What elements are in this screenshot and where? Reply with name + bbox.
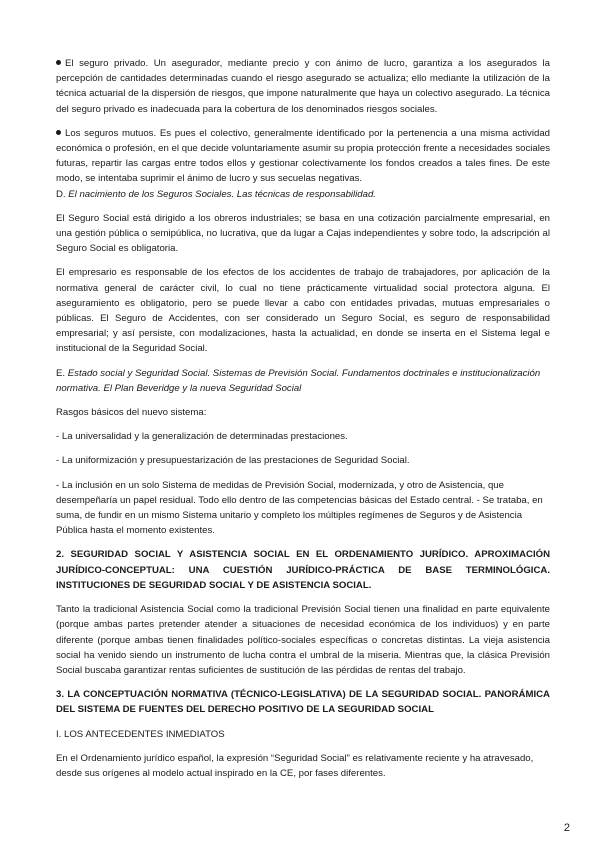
section-3-heading: 3. LA CONCEPTUACIÓN NORMATIVA (TÉCNICO-LEGISLATIVA) DE LA SEGURIDAD SOCIAL. PANORÁMICA DEL SISTEMA DE FUENTES DEL DERECHO POSITIVO DE LA SEGURIDAD SOCIAL [56, 689, 550, 716]
rasgos-intro: Rasgos básicos del nuevo sistema: [56, 407, 207, 419]
paragraph-ordenamiento: En el Ordenamiento jurídico español, la expresión “Seguridad Social” es relativamente reciente y ha atravesado, desde sus orígenes al modelo actual inspirado en la CE, por fases diferentes. [56, 752, 534, 779]
bullet-seguro-privado: El seguro privado. Un asegurador, mediante precio y con ánimo de lucro, garantiza a los asegurados la percepción de cantidades determinadas cuando el riesgo asegurado se actualiza; ello mediante la utilización de la técnica actuarial de la dispersión de riesgos, que impone naturalmente que haya un colectivo asegurado. La técnica del seguro privado es inadecuada para la cobertura de los denominados riesgos sociales. [56, 58, 550, 115]
paragraph-seguro-social: El Seguro Social está dirigido a los obreros industriales; se basa en una cotización parcialmente empresarial, en una gestión pública o semipública, no lucrativa, que da lugar a Cajas independientes y sobre todo, la adscripción al Seguro Social es obligatoria. [56, 212, 550, 255]
section-e-heading: E. Estado social y Seguridad Social. Sistemas de Previsión Social. Fundamentos doctrinales e institucionalización normativa. El Plan Beveridge y la nueva Seguridad Social [56, 367, 541, 394]
paragraph-empresario: El empresario es responsable de los efectos de los accidentes de trabajo de trabajadores, por aplicación de la normativa general de carácter civil, lo cual no tiene prácticamente virtualidad social protectora alguna. El aseguramiento es obligatorio, pero se puede llevar a cabo con entidades privadas, mutuas empresariales o públicas. El Seguro de Accidentes, con ser considerado un Seguro Social, es seguro de responsabilidad empresarial; y así persiste, con modalizaciones, hasta la actualidad, en donde se inserta en el Sistema legal e institucional de la Seguridad Social. [56, 267, 550, 355]
paragraph-asistencia-prevision: Tanto la tradicional Asistencia Social como la tradicional Previsión Social tienen una finalidad en parte equivalente (porque ambas partes pretender atender a situaciones de necesidad económica de los individuos) y en parte diferente (porque ambas tienen finalidades político-sociales específicas o concretas distintas. La vieja asistencia social ha venido siendo un instrumento de lucha contra el umbral de la miseria. Mientras que, la clásica Previsión Social buscaba garantizar rentas suficientes de sustitución de las pérdidas de rentas del trabajo. [56, 604, 550, 676]
subheading-antecedentes: I. LOS ANTECEDENTES INMEDIATOS [56, 728, 225, 740]
bullet-dot-icon [56, 130, 61, 135]
section-d-title: El nacimiento de los Seguros Sociales. Las técnicas de responsabilidad. [68, 188, 376, 200]
document-page [56, 56, 550, 781]
bullet-dot-icon [56, 60, 61, 65]
section-d-heading: D. El nacimiento de los Seguros Sociales. Las técnicas de responsabilidad. [56, 188, 376, 200]
rasgo-item: - La inclusión en un solo Sistema de medidas de Previsión Social, modernizada, y otro de Asistencia, que desempeñaría un papel residual. Todo ello dentro de las competencias básicas del Estado central. - Se trataba, en suma, de fundir en un mismo Sistema unitario y completo los múltiples regímenes de Seguros y de Asistencia Pública hasta el momento existentes. [56, 479, 543, 537]
bullet-seguros-mutuos: Los seguros mutuos. Es pues el colectivo, generalmente identificado por la pertenencia a una misma actividad económica o profesión, en el que decide voluntariamente asumir su propia protección frente a necesidades sociales futuras, repartir las cargas entre todos ellos y gestionar colectivamente los fondos creados a tales fines. De este modo, se intentaba suprimir el ánimo de lucro y sus secuelas negativas. [56, 127, 550, 185]
section-e-title: Estado social y Seguridad Social. Sistemas de Previsión Social. Fundamentos doctrinales e institucionalización normativa. El Plan Beveridge y la nueva Seguridad Social [56, 367, 541, 394]
rasgo-item: - La uniformización y presupuestarización de las prestaciones de Seguridad Social. [56, 455, 410, 467]
section-2-heading: 2. SEGURIDAD SOCIAL Y ASISTENCIA SOCIAL EN EL ORDENAMIENTO JURÍDICO. APROXIMACIÓN JURÍDICO-CONCEPTUAL: UNA CUESTIÓN JURÍDICO-PRÁCTICA DE BASE TERMINOLÓGICA. INSTITUCIONES DE SEGURIDAD SOCIAL Y DE ASISTENCIA SOCIAL. [56, 549, 550, 591]
rasgo-item: - La universalidad y la generalización de determinadas prestaciones. [56, 431, 348, 443]
page-number: 2 [563, 822, 570, 834]
